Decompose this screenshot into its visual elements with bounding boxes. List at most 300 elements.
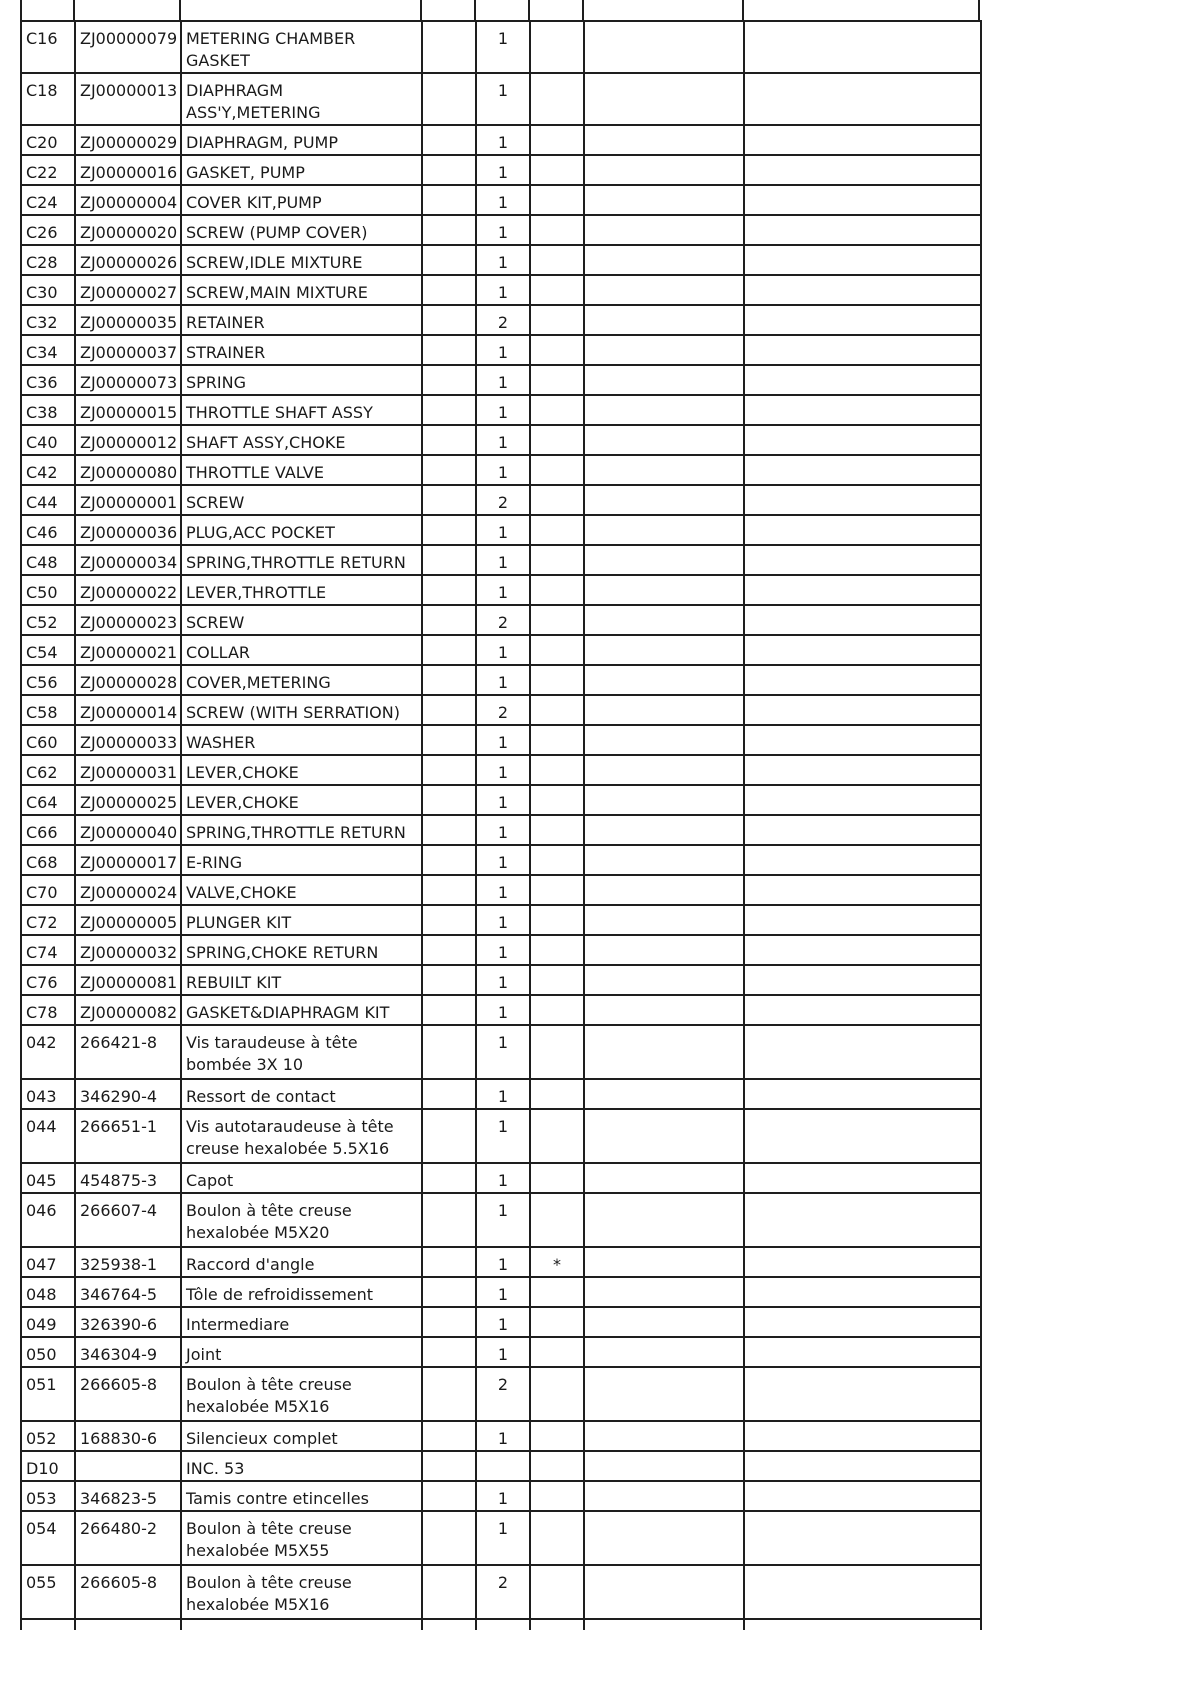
flag-cell — [530, 1307, 584, 1337]
blank-cell — [584, 515, 744, 545]
blank-cell — [422, 875, 476, 905]
quantity-cell: 1 — [476, 785, 530, 815]
description-cell: Boulon à tête creuse hexalobée M5X16 — [181, 1565, 422, 1619]
quantity-cell: 1 — [476, 845, 530, 875]
blank-cell — [584, 485, 744, 515]
flag-cell — [530, 785, 584, 815]
blank-cell — [422, 545, 476, 575]
flag-cell — [530, 455, 584, 485]
part-number-cell: ZJ00000028 — [75, 665, 181, 695]
blank-cell — [744, 245, 981, 275]
part-number-cell: ZJ00000016 — [75, 155, 181, 185]
quantity-cell: 1 — [476, 995, 530, 1025]
blank-cell — [584, 365, 744, 395]
top-column-ticks — [20, 0, 980, 20]
part-number-cell: ZJ00000020 — [75, 215, 181, 245]
description-cell: Boulon à tête creuse hexalobée M5X20 — [181, 1193, 422, 1247]
quantity-cell: 1 — [476, 245, 530, 275]
description-cell: GASKET&DIAPHRAGM KIT — [181, 995, 422, 1025]
blank-cell — [422, 1277, 476, 1307]
blank-cell — [422, 185, 476, 215]
blank-cell — [476, 1619, 530, 1630]
blank-cell — [584, 725, 744, 755]
blank-cell — [422, 245, 476, 275]
blank-cell — [744, 215, 981, 245]
flag-cell — [530, 545, 584, 575]
description-cell: STRAINER — [181, 335, 422, 365]
flag-cell — [530, 125, 584, 155]
table-row — [21, 935, 981, 965]
blank-cell — [422, 665, 476, 695]
part-number-cell: ZJ00000017 — [75, 845, 181, 875]
blank-cell — [744, 425, 981, 455]
table-row — [21, 73, 981, 125]
quantity-cell: 1 — [476, 21, 530, 73]
quantity-cell: 1 — [476, 665, 530, 695]
table-row — [21, 665, 981, 695]
blank-cell — [422, 275, 476, 305]
ref-cell: 051 — [21, 1367, 75, 1421]
quantity-cell: 1 — [476, 935, 530, 965]
blank-cell — [422, 1511, 476, 1565]
ref-cell: C26 — [21, 215, 75, 245]
table-row — [21, 605, 981, 635]
quantity-cell: 1 — [476, 755, 530, 785]
blank-cell — [584, 1565, 744, 1619]
table-row — [21, 875, 981, 905]
ref-cell: C52 — [21, 605, 75, 635]
description-cell: REBUILT KIT — [181, 965, 422, 995]
table-row — [21, 1277, 981, 1307]
blank-cell — [584, 1619, 744, 1630]
ref-cell: 053 — [21, 1481, 75, 1511]
flag-cell — [530, 185, 584, 215]
ref-cell: C58 — [21, 695, 75, 725]
flag-cell — [530, 1421, 584, 1451]
quantity-cell: 1 — [476, 1481, 530, 1511]
blank-cell — [422, 1619, 476, 1630]
description-cell: COVER,METERING — [181, 665, 422, 695]
quantity-cell: 1 — [476, 425, 530, 455]
blank-cell — [584, 335, 744, 365]
blank-cell — [584, 155, 744, 185]
table-row — [21, 1193, 981, 1247]
part-number-cell: ZJ00000004 — [75, 185, 181, 215]
flag-cell — [530, 695, 584, 725]
ref-cell: C68 — [21, 845, 75, 875]
blank-cell — [584, 875, 744, 905]
blank-cell — [422, 215, 476, 245]
description-cell: Boulon à tête creuse hexalobée M5X55 — [181, 1511, 422, 1565]
ref-cell: C66 — [21, 815, 75, 845]
flag-cell — [530, 1277, 584, 1307]
blank-cell — [422, 1307, 476, 1337]
table-row — [21, 1367, 981, 1421]
ref-cell: C16 — [21, 21, 75, 73]
blank-cell — [744, 605, 981, 635]
blank-cell — [584, 305, 744, 335]
flag-cell — [530, 725, 584, 755]
blank-cell — [744, 875, 981, 905]
ref-cell: C46 — [21, 515, 75, 545]
blank-cell — [584, 1277, 744, 1307]
blank-cell — [744, 485, 981, 515]
part-number-cell: 266605-8 — [75, 1367, 181, 1421]
description-cell: Capot — [181, 1163, 422, 1193]
quantity-cell: 1 — [476, 335, 530, 365]
part-number-cell: ZJ00000036 — [75, 515, 181, 545]
quantity-cell: 1 — [476, 185, 530, 215]
ref-cell: 052 — [21, 1421, 75, 1451]
description-cell: Vis taraudeuse à tête bombée 3X 10 — [181, 1025, 422, 1079]
ref-cell: C56 — [21, 665, 75, 695]
quantity-cell: 2 — [476, 1367, 530, 1421]
blank-cell — [422, 515, 476, 545]
blank-cell — [584, 1193, 744, 1247]
blank-cell — [584, 425, 744, 455]
blank-cell — [744, 1511, 981, 1565]
table-row — [21, 545, 981, 575]
quantity-cell: 1 — [476, 1193, 530, 1247]
blank-cell — [422, 1565, 476, 1619]
blank-cell — [584, 695, 744, 725]
blank-cell — [530, 1619, 584, 1630]
part-number-cell: ZJ00000001 — [75, 485, 181, 515]
ref-cell: C54 — [21, 635, 75, 665]
ref-cell: C36 — [21, 365, 75, 395]
quantity-cell: 1 — [476, 905, 530, 935]
blank-cell — [584, 1079, 744, 1109]
blank-cell — [181, 1619, 422, 1630]
part-number-cell: ZJ00000005 — [75, 905, 181, 935]
flag-cell — [530, 1565, 584, 1619]
description-cell: DIAPHRAGM ASS'Y,METERING — [181, 73, 422, 125]
blank-cell — [744, 1337, 981, 1367]
description-cell: METERING CHAMBER GASKET — [181, 21, 422, 73]
part-number-cell: ZJ00000021 — [75, 635, 181, 665]
part-number-cell: ZJ00000040 — [75, 815, 181, 845]
parts-table — [20, 20, 982, 1630]
table-row — [21, 905, 981, 935]
blank-cell — [584, 1025, 744, 1079]
part-number-cell: ZJ00000079 — [75, 21, 181, 73]
table-row — [21, 21, 981, 73]
flag-cell — [530, 515, 584, 545]
flag-cell — [530, 995, 584, 1025]
description-cell: LEVER,CHOKE — [181, 755, 422, 785]
blank-cell — [584, 1307, 744, 1337]
flag-cell — [530, 635, 584, 665]
part-number-cell: ZJ00000082 — [75, 995, 181, 1025]
blank-cell — [584, 215, 744, 245]
blank-cell — [744, 695, 981, 725]
table-row-continuation — [21, 1619, 981, 1630]
blank-cell — [584, 245, 744, 275]
flag-cell — [530, 875, 584, 905]
part-number-cell: ZJ00000031 — [75, 755, 181, 785]
blank-cell — [422, 905, 476, 935]
ref-cell: 046 — [21, 1193, 75, 1247]
blank-cell — [584, 665, 744, 695]
blank-cell — [422, 305, 476, 335]
blank-cell — [21, 1619, 75, 1630]
blank-cell — [422, 935, 476, 965]
description-cell: SCREW — [181, 485, 422, 515]
blank-cell — [744, 905, 981, 935]
description-cell: WASHER — [181, 725, 422, 755]
ref-cell: C64 — [21, 785, 75, 815]
blank-cell — [744, 185, 981, 215]
table-row — [21, 1079, 981, 1109]
table-row — [21, 185, 981, 215]
blank-cell — [584, 1109, 744, 1163]
part-number-cell: 326390-6 — [75, 1307, 181, 1337]
part-number-cell: ZJ00000013 — [75, 73, 181, 125]
ref-cell: C34 — [21, 335, 75, 365]
blank-cell — [744, 1307, 981, 1337]
table-row — [21, 335, 981, 365]
table-row — [21, 1025, 981, 1079]
blank-cell — [422, 635, 476, 665]
description-cell: LEVER,THROTTLE — [181, 575, 422, 605]
blank-cell — [422, 125, 476, 155]
ref-cell: C40 — [21, 425, 75, 455]
blank-cell — [422, 425, 476, 455]
flag-cell — [530, 1109, 584, 1163]
blank-cell — [744, 395, 981, 425]
description-cell: Tamis contre etincelles — [181, 1481, 422, 1511]
blank-cell — [744, 73, 981, 125]
flag-cell: * — [530, 1247, 584, 1277]
ref-cell: 050 — [21, 1337, 75, 1367]
blank-cell — [422, 395, 476, 425]
blank-cell — [744, 335, 981, 365]
blank-cell — [744, 455, 981, 485]
part-number-cell: 266651-1 — [75, 1109, 181, 1163]
blank-cell — [422, 1367, 476, 1421]
flag-cell — [530, 965, 584, 995]
description-cell: Silencieux complet — [181, 1421, 422, 1451]
blank-cell — [744, 305, 981, 335]
part-number-cell: 454875-3 — [75, 1163, 181, 1193]
blank-cell — [422, 965, 476, 995]
blank-cell — [422, 335, 476, 365]
quantity-cell: 1 — [476, 545, 530, 575]
ref-cell: C78 — [21, 995, 75, 1025]
part-number-cell: ZJ00000024 — [75, 875, 181, 905]
blank-cell — [584, 1511, 744, 1565]
part-number-cell: ZJ00000033 — [75, 725, 181, 755]
quantity-cell: 1 — [476, 1109, 530, 1163]
quantity-cell — [476, 1451, 530, 1481]
ref-cell: C24 — [21, 185, 75, 215]
part-number-cell: ZJ00000037 — [75, 335, 181, 365]
quantity-cell: 1 — [476, 1163, 530, 1193]
description-cell: VALVE,CHOKE — [181, 875, 422, 905]
part-number-cell: ZJ00000012 — [75, 425, 181, 455]
blank-cell — [422, 725, 476, 755]
parts-list-sheet — [20, 20, 980, 1630]
blank-cell — [422, 605, 476, 635]
blank-cell — [744, 635, 981, 665]
quantity-cell: 1 — [476, 1079, 530, 1109]
part-number-cell: ZJ00000080 — [75, 455, 181, 485]
blank-cell — [584, 1451, 744, 1481]
quantity-cell: 1 — [476, 215, 530, 245]
flag-cell — [530, 215, 584, 245]
table-row — [21, 275, 981, 305]
table-row — [21, 1421, 981, 1451]
part-number-cell: 168830-6 — [75, 1421, 181, 1451]
blank-cell — [584, 455, 744, 485]
blank-cell — [744, 515, 981, 545]
ref-cell: D10 — [21, 1451, 75, 1481]
flag-cell — [530, 815, 584, 845]
ref-cell: C30 — [21, 275, 75, 305]
table-row — [21, 125, 981, 155]
flag-cell — [530, 1193, 584, 1247]
quantity-cell: 2 — [476, 695, 530, 725]
blank-cell — [744, 125, 981, 155]
part-number-cell: 266605-8 — [75, 1565, 181, 1619]
blank-cell — [744, 1619, 981, 1630]
flag-cell — [530, 73, 584, 125]
description-cell: SPRING,THROTTLE RETURN — [181, 815, 422, 845]
blank-cell — [744, 21, 981, 73]
blank-cell — [744, 935, 981, 965]
blank-cell — [744, 545, 981, 575]
table-row — [21, 1109, 981, 1163]
part-number-cell: ZJ00000073 — [75, 365, 181, 395]
quantity-cell: 1 — [476, 1247, 530, 1277]
table-row — [21, 695, 981, 725]
table-row — [21, 785, 981, 815]
blank-cell — [744, 785, 981, 815]
quantity-cell: 1 — [476, 1337, 530, 1367]
blank-cell — [744, 1367, 981, 1421]
quantity-cell: 1 — [476, 365, 530, 395]
quantity-cell: 2 — [476, 1565, 530, 1619]
blank-cell — [744, 845, 981, 875]
blank-cell — [422, 755, 476, 785]
description-cell: Raccord d'angle — [181, 1247, 422, 1277]
blank-cell — [744, 1277, 981, 1307]
description-cell: E-RING — [181, 845, 422, 875]
blank-cell — [584, 1163, 744, 1193]
table-row — [21, 1511, 981, 1565]
flag-cell — [530, 575, 584, 605]
description-cell: THROTTLE SHAFT ASSY — [181, 395, 422, 425]
table-row — [21, 815, 981, 845]
table-row — [21, 245, 981, 275]
description-cell: INC. 53 — [181, 1451, 422, 1481]
blank-cell — [422, 1109, 476, 1163]
table-row — [21, 1163, 981, 1193]
ref-cell: 044 — [21, 1109, 75, 1163]
ref-cell: C28 — [21, 245, 75, 275]
part-number-cell: ZJ00000025 — [75, 785, 181, 815]
ref-cell: 048 — [21, 1277, 75, 1307]
blank-cell — [75, 1619, 181, 1630]
flag-cell — [530, 905, 584, 935]
blank-cell — [744, 1025, 981, 1079]
description-cell: THROTTLE VALVE — [181, 455, 422, 485]
flag-cell — [530, 365, 584, 395]
blank-cell — [422, 1337, 476, 1367]
part-number-cell: ZJ00000027 — [75, 275, 181, 305]
table-row — [21, 455, 981, 485]
ref-cell: C22 — [21, 155, 75, 185]
blank-cell — [584, 785, 744, 815]
blank-cell — [584, 21, 744, 73]
blank-cell — [422, 1025, 476, 1079]
blank-cell — [744, 1193, 981, 1247]
table-row — [21, 305, 981, 335]
table-row — [21, 1481, 981, 1511]
table-row — [21, 1307, 981, 1337]
part-number-cell: 346290-4 — [75, 1079, 181, 1109]
part-number-cell: 346823-5 — [75, 1481, 181, 1511]
blank-cell — [584, 905, 744, 935]
description-cell: Intermediare — [181, 1307, 422, 1337]
description-cell: SPRING,THROTTLE RETURN — [181, 545, 422, 575]
description-cell: Tôle de refroidissement — [181, 1277, 422, 1307]
ref-cell: C74 — [21, 935, 75, 965]
flag-cell — [530, 1079, 584, 1109]
quantity-cell: 1 — [476, 395, 530, 425]
blank-cell — [744, 1079, 981, 1109]
table-row — [21, 1337, 981, 1367]
quantity-cell: 1 — [476, 125, 530, 155]
blank-cell — [422, 1079, 476, 1109]
ref-cell: C72 — [21, 905, 75, 935]
part-number-cell: ZJ00000026 — [75, 245, 181, 275]
flag-cell — [530, 425, 584, 455]
description-cell: SPRING — [181, 365, 422, 395]
part-number-cell: 266480-2 — [75, 1511, 181, 1565]
blank-cell — [584, 395, 744, 425]
ref-cell: 042 — [21, 1025, 75, 1079]
blank-cell — [584, 125, 744, 155]
quantity-cell: 1 — [476, 575, 530, 605]
blank-cell — [584, 185, 744, 215]
blank-cell — [744, 1247, 981, 1277]
ref-cell: C32 — [21, 305, 75, 335]
table-row — [21, 1565, 981, 1619]
part-number-cell: ZJ00000034 — [75, 545, 181, 575]
table-row — [21, 755, 981, 785]
flag-cell — [530, 335, 584, 365]
blank-cell — [744, 575, 981, 605]
part-number-cell: ZJ00000081 — [75, 965, 181, 995]
quantity-cell: 1 — [476, 1511, 530, 1565]
blank-cell — [744, 1163, 981, 1193]
description-cell: PLUNGER KIT — [181, 905, 422, 935]
description-cell: SHAFT ASSY,CHOKE — [181, 425, 422, 455]
ref-cell: 045 — [21, 1163, 75, 1193]
blank-cell — [422, 73, 476, 125]
description-cell: Ressort de contact — [181, 1079, 422, 1109]
description-cell: Boulon à tête creuse hexalobée M5X16 — [181, 1367, 422, 1421]
blank-cell — [422, 995, 476, 1025]
table-row — [21, 575, 981, 605]
part-number-cell: ZJ00000035 — [75, 305, 181, 335]
ref-cell: 043 — [21, 1079, 75, 1109]
description-cell: SPRING,CHOKE RETURN — [181, 935, 422, 965]
quantity-cell: 1 — [476, 515, 530, 545]
ref-cell: C70 — [21, 875, 75, 905]
description-cell: LEVER,CHOKE — [181, 785, 422, 815]
